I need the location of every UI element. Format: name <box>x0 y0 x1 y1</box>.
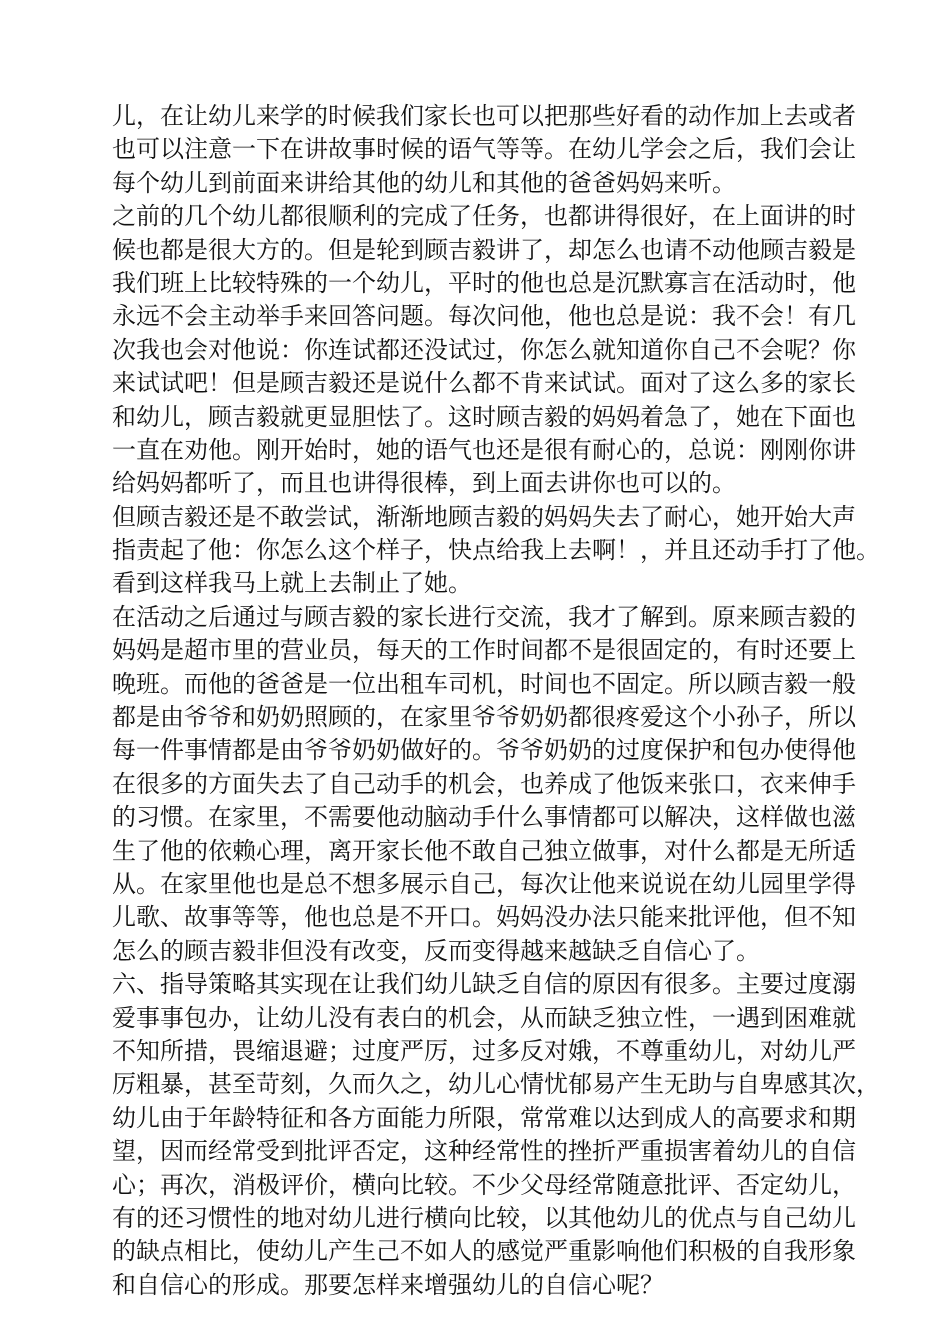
text-line: 怎么的顾吉毅非但没有改变，反而变得越来越缺乏自信心了。 <box>112 936 760 965</box>
text-line: 指责起了他：你怎么这个样子，快点给我上去啊！，并且还动手打了他。 <box>112 536 880 565</box>
text-line: 生了他的依赖心理，离开家长他不敢自己独立做事，对什么都是无所适 <box>112 836 856 865</box>
text-line: 儿歌、故事等等，他也总是不开口。妈妈没办法只能来批评他，但不知 <box>112 903 856 932</box>
text-line: 永远不会主动举手来回答问题。每次问他，他也总是说：我不会！有几 <box>112 302 856 331</box>
document-body <box>112 100 880 1302</box>
paragraph-5 <box>112 968 880 1302</box>
text-line: 妈妈是超市里的营业员，每天的工作时间都不是很固定的，有时还要上 <box>112 636 856 665</box>
text-line: 在活动之后通过与顾吉毅的家长进行交流，我才了解到。原来顾吉毅的 <box>112 602 856 631</box>
text-line: 但顾吉毅还是不敢尝试，渐渐地顾吉毅的妈妈失去了耐心，她开始大声 <box>112 502 856 531</box>
text-line: 给妈妈都听了，而且也讲得很棒，到上面去讲你也可以的。 <box>112 469 736 498</box>
paragraph-1 <box>112 100 856 200</box>
text-line: 的缺点相比，使幼儿产生己不如人的感觉严重影响他们积极的自我形象 <box>112 1237 856 1266</box>
paragraph-4 <box>112 601 856 968</box>
text-line: 之前的几个幼儿都很顺利的完成了任务，也都讲得很好，在上面讲的时 <box>112 202 856 231</box>
text-line: 来试试吧！但是顾吉毅还是说什么都不肯来试试。面对了这么多的家长 <box>112 369 856 398</box>
paragraph-2 <box>112 200 856 501</box>
text-line: 也可以注意一下在讲故事时候的语气等等。在幼儿学会之后，我们会让 <box>112 135 856 164</box>
text-line: 每个幼儿到前面来讲给其他的幼儿和其他的爸爸妈妈来听。 <box>112 168 736 197</box>
text-line: 我们班上比较特殊的一个幼儿，平时的他也总是沉默寡言在活动时，他 <box>112 268 856 297</box>
text-line: 爱事事包办，让幼儿没有表白的机会，从而缺乏独立性，一遇到困难就 <box>112 1003 856 1032</box>
text-line: 不知所措，畏缩退避；过度严厉，过多反对娥，不尊重幼儿，对幼儿严 <box>112 1036 856 1065</box>
text-line: 幼儿由于年龄特征和各方面能力所限，常常难以达到成人的高要求和期 <box>112 1103 856 1132</box>
text-line: 有的还习惯性的地对幼儿进行横向比较，以其他幼儿的优点与自己幼儿 <box>112 1203 856 1232</box>
text-line: 每一件事情都是由爷爷奶奶做好的。爷爷奶奶的过度保护和包办使得他 <box>112 736 856 765</box>
text-line: 六、指导策略其实现在让我们幼儿缺乏自信的原因有很多。主要过度溺 <box>112 970 856 999</box>
text-line: 儿，在让幼儿来学的时候我们家长也可以把那些好看的动作加上去或者 <box>112 102 856 130</box>
text-line: 的习惯。在家里，不需要他动脑动手什么事情都可以解决，这样做也滋 <box>112 803 856 832</box>
text-line: 在很多的方面失去了自己动手的机会，也养成了他饭来张口，衣来伸手 <box>112 769 856 798</box>
text-line: 望，因而经常受到批评否定，这种经常性的挫折严重损害着幼儿的自信 <box>112 1137 856 1166</box>
text-line: 晚班。而他的爸爸是一位出租车司机，时间也不固定。所以顾吉毅一般 <box>112 669 856 698</box>
text-line: 一直在劝他。刚开始时，她的语气也还是很有耐心的，总说：刚刚你讲 <box>112 435 856 464</box>
text-line: 心；再次，消极评价，横向比较。不少父母经常随意批评、否定幼儿， <box>112 1170 856 1199</box>
text-line: 和幼儿，顾吉毅就更显胆怯了。这时顾吉毅的妈妈着急了，她在下面也 <box>112 402 856 431</box>
text-line: 看到这样我马上就上去制止了她。 <box>112 569 472 598</box>
text-line: 次我也会对他说：你连试都还没试过，你怎么就知道你自己不会呢？你 <box>112 335 856 364</box>
text-line: 和自信心的形成。那要怎样来增强幼儿的自信心呢？ <box>112 1270 664 1299</box>
text-line: 候也都是很大方的。但是轮到顾吉毅讲了，却怎么也请不动他顾吉毅是 <box>112 235 856 264</box>
text-line: 从。在家里他也是总不想多展示自己，每次让他来说说在幼儿园里学得 <box>112 869 856 898</box>
text-line: 厉粗暴，甚至苛刻，久而久之，幼儿心情忧郁易产生无助与自卑感其次， <box>112 1070 880 1099</box>
text-line: 都是由爷爷和奶奶照顾的，在家里爷爷奶奶都很疼爱这个小孙子，所以 <box>112 703 856 732</box>
paragraph-3 <box>112 501 880 601</box>
